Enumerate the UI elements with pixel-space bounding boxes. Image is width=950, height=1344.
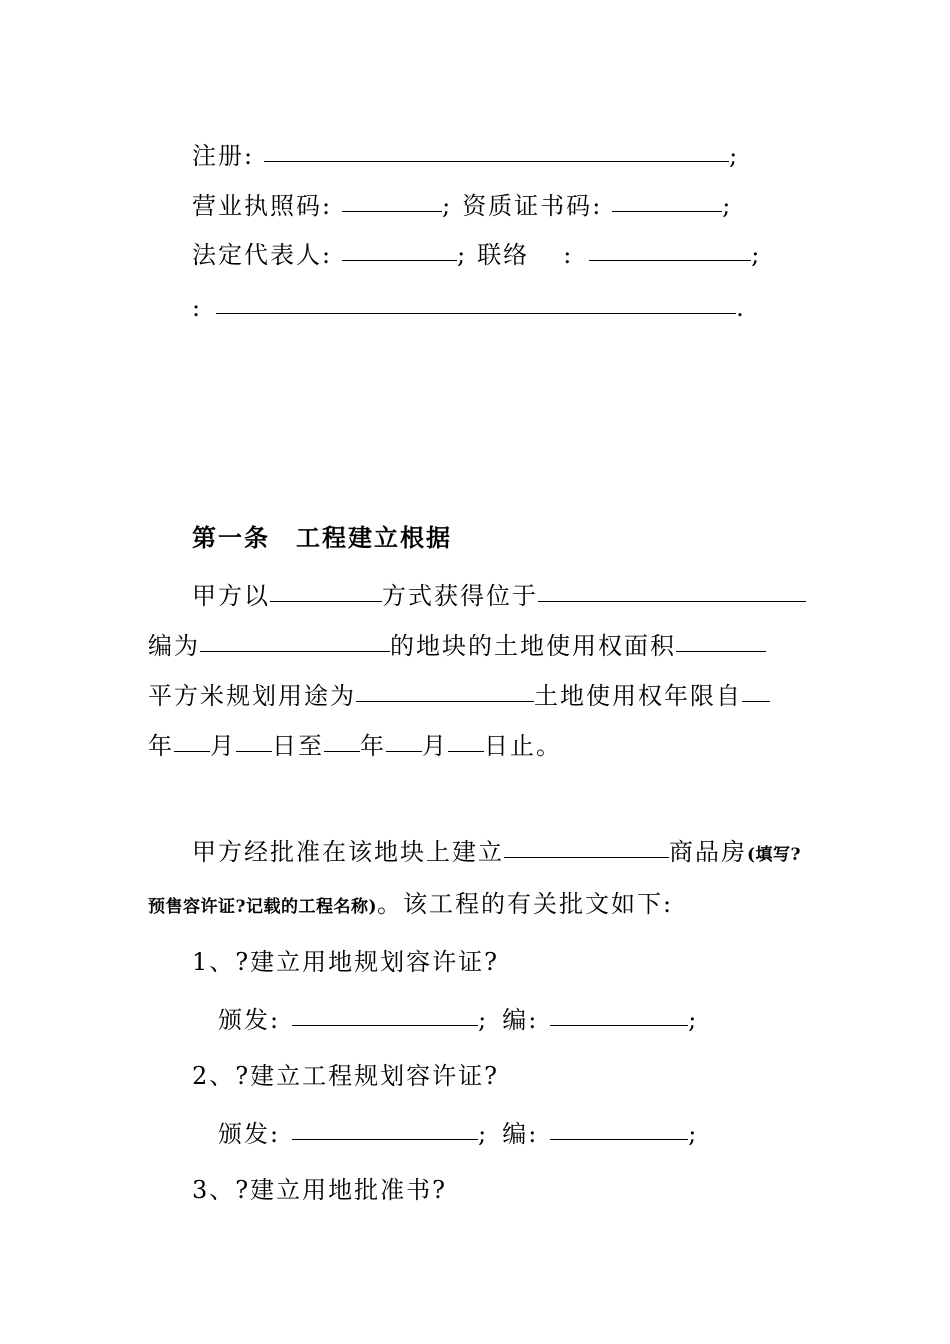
item-label: 3、?建立用地批准书? (192, 1176, 448, 1204)
registered-blank (264, 161, 729, 162)
license-line: 营业执照码 : ; 资质证书码 : ; (192, 192, 733, 220)
list-item (192, 938, 499, 974)
note-part1: (填写? (747, 845, 802, 865)
para1-line2: 编为 的地块的土地使用权面积 (148, 622, 766, 658)
item-label: 2、?建立工程规划容许证? (192, 1062, 500, 1090)
cert-blank (612, 211, 722, 212)
note-part2: 预售容许证?记载的工程名称) (148, 897, 378, 917)
legal-rep-line: 法定代表人 : ; 联络 : ; (192, 241, 762, 269)
para1-line4: 年 月 日 至 年 月 日 止。 (148, 732, 562, 760)
legal-rep-blank (342, 260, 457, 261)
para2-line2: 预售容许证?记载的工程名称) 。该工程的有关批文如下: (148, 890, 674, 918)
para2-line1: 甲方经批准在该地块上建立 商品房 (填写? (192, 838, 802, 866)
item-label: 1、?建立用地规划容许证? (192, 948, 500, 976)
license-blank (342, 211, 442, 212)
para1-line3: 平方米规划用途为 土地使用权年限自 (148, 672, 770, 708)
article-title: 工程建立根据 (296, 523, 452, 552)
address-blank (216, 313, 736, 314)
legal-rep-label: 法定代表人 (192, 241, 322, 269)
business-license-label: 营业执照码 (192, 192, 322, 220)
registered-label: 注册 (192, 142, 244, 170)
para1-line1: 甲方以 方式获得位于 (192, 572, 806, 608)
article-heading (192, 514, 452, 550)
list-item (192, 1052, 499, 1088)
article-number: 第一条 (192, 523, 270, 552)
address-line: : . (192, 294, 746, 322)
registered-line: 注册 : ; (192, 142, 740, 170)
contact-label: 联络 (477, 241, 530, 269)
list-item (192, 1166, 447, 1202)
item2-detail: 颁发 : ; 编 : ; (218, 1120, 699, 1148)
item1-detail: 颁发 : ; 编 : ; (218, 1006, 699, 1034)
contact-blank (589, 260, 751, 261)
qualification-cert-label: 资质证书码 (462, 192, 593, 220)
